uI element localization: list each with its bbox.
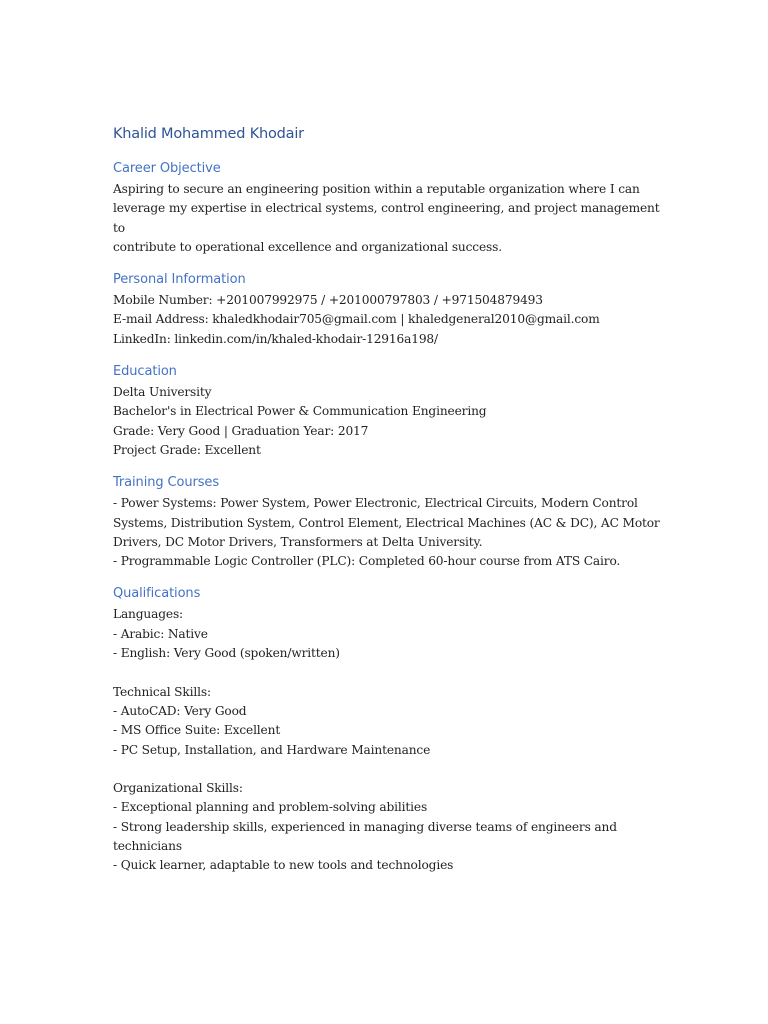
education-heading: Education xyxy=(113,364,177,380)
email-address-line: E-mail Address: khaledkhodair705@gmail.com | khaledgeneral2010@gmail.com xyxy=(113,312,600,327)
grade-line: Grade: Very Good | Graduation Year: 2017 xyxy=(113,423,369,438)
technical-skill-item: - PC Setup, Installation, and Hardware Maintenance xyxy=(113,742,431,757)
organizational-skill-item: - Strong leadership skills, experienced in managing diverse teams of engineers and xyxy=(113,819,617,834)
linkedin-line: LinkedIn: linkedin.com/in/khaled-khodair-12916a198/ xyxy=(113,331,438,346)
university-line: Delta University xyxy=(113,385,212,400)
training-course-line: Systems, Distribution System, Control Element, Electrical Machines (AC & DC), AC Motor xyxy=(113,515,660,530)
mobile-number-line: Mobile Number: +201007992975 / +201000797803 / +971504879493 xyxy=(113,293,543,308)
technical-skill-item: - MS Office Suite: Excellent xyxy=(113,723,281,738)
training-courses-heading: Training Courses xyxy=(113,475,219,491)
qualifications-heading: Qualifications xyxy=(113,586,201,602)
blank-line xyxy=(113,760,673,779)
organizational-skill-item: - Exceptional planning and problem-solving abilities xyxy=(113,800,428,815)
personal-information-heading: Personal Information xyxy=(113,272,246,288)
resume-name: Khalid Mohammed Khodair xyxy=(113,126,304,142)
career-objective-heading: Career Objective xyxy=(113,161,221,176)
technical-skills-label: Technical Skills: xyxy=(113,684,211,699)
project-grade-line: Project Grade: Excellent xyxy=(113,442,261,457)
training-course-line: Drivers, DC Motor Drivers, Transformers at Delta University. xyxy=(113,534,483,549)
career-objective-section xyxy=(113,160,673,257)
degree-line: Bachelor's in Electrical Power & Communication Engineering xyxy=(113,404,487,419)
language-item: - Arabic: Native xyxy=(113,626,208,641)
career-objective-line: leverage my expertise in electrical systems, control engineering, and project management to xyxy=(113,201,664,235)
career-objective-line: Aspiring to secure an engineering position within a reputable organization where I can xyxy=(113,182,640,196)
career-objective-line: contribute to operational excellence and organizational success. xyxy=(113,239,502,254)
education-section xyxy=(113,363,673,460)
languages-label: Languages: xyxy=(113,607,184,622)
blank-line xyxy=(113,663,673,682)
organizational-skill-item: technicians xyxy=(113,839,182,854)
organizational-skill-item: - Quick learner, adaptable to new tools and technologies xyxy=(113,858,454,873)
personal-information-section xyxy=(113,271,673,349)
training-course-line: - Programmable Logic Controller (PLC): Completed 60-hour course from ATS Cairo. xyxy=(113,554,621,569)
qualifications-section xyxy=(113,585,673,875)
organizational-skills-label: Organizational Skills: xyxy=(113,781,243,796)
training-course-line: - Power Systems: Power System, Power Electronic, Electrical Circuits, Modern Control xyxy=(113,496,638,511)
language-item: - English: Very Good (spoken/written) xyxy=(113,646,340,661)
technical-skill-item: - AutoCAD: Very Good xyxy=(113,703,247,718)
training-courses-section xyxy=(113,474,673,571)
resume-document xyxy=(113,124,673,890)
